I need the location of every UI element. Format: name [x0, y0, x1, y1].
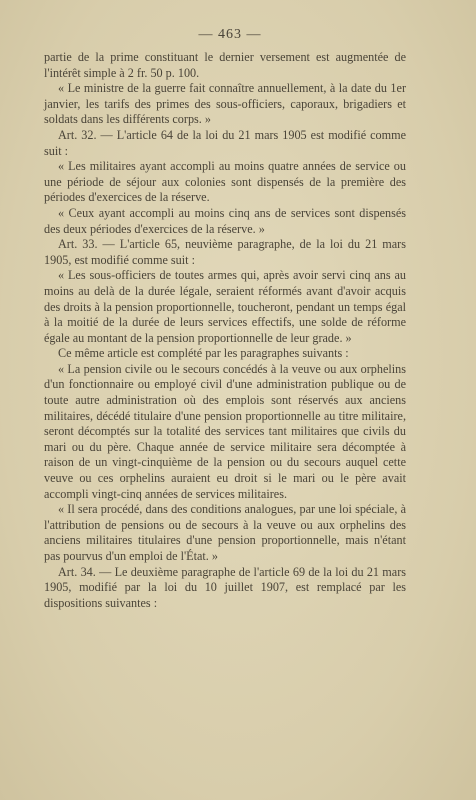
- paragraph: « Les militaires ayant accompli au moins quatre années de service ou une période de séjour aux colonies sont dispensés de la première des périodes d'exercices de la réserve.: [44, 159, 406, 205]
- paragraph: Art. 33. — L'article 65, neuvième paragraphe, de la loi du 21 mars 1905, est modifié comme suit :: [44, 237, 406, 267]
- paragraph: « Les sous-officiers de toutes armes qui, après avoir servi cinq ans au moins au delà de la durée légale, seraient réformés avant d'avoir acquis des droits à la pension proportionnelle, toucheront, pendant un temps égal à la moitié de la durée de leurs services effectifs, une solde de réforme égale au montant de la pension proportionnelle de leur grade. »: [44, 268, 406, 345]
- document-page: [44, 24, 406, 611]
- page-number: — 463 —: [198, 27, 262, 42]
- paragraph: « La pension civile ou le secours concédés à la veuve ou aux orphelins d'un fonctionnaire ou employé civil d'une administration publique ou de toute autre administration où des emplois sont réservés aux anciens militaires, décédé titulaire d'une pension proportionnelle au titre militaire, seront décomptés sur la totalité des services tant militaires que civils du mari ou du père. Chaque année de service militaire sera décomptée à raison de un vingt-cinquième de la pension ou du secours auquel cette veuve ou ces orphelins auraient eu droit si le mari ou le père avait accompli vingt-cinq années de services militaires.: [44, 361, 406, 501]
- paragraph: Ce même article est complété par les paragraphes suivants :: [58, 346, 349, 361]
- body-text: [44, 50, 406, 611]
- paragraph: Art. 34. — Le deuxième paragraphe de l'article 69 de la loi du 21 mars 1905, modifié par la loi du 10 juillet 1907, est remplacé par les dispositions suivantes :: [44, 564, 406, 610]
- paragraph: partie de la prime constituant le dernier versement est augmentée de l'intérêt simple à 2 fr. 50 p. 100.: [44, 50, 406, 80]
- paragraph: Art. 32. — L'article 64 de la loi du 21 mars 1905 est modifié comme suit :: [44, 127, 406, 158]
- paragraph: « Le ministre de la guerre fait connaître annuellement, à la date du 1er janvier, les tarifs des primes des sous-officiers, caporaux, brigadiers et soldats dans les différents corps. »: [44, 81, 406, 127]
- paragraph: « Il sera procédé, dans des conditions analogues, par une loi spéciale, à l'attribution de pensions ou de secours à la veuve ou aux orphelins des anciens militaires titulaires d'une pension proportionnelle, mais n'étant pas pourvus d'un emploi de l'État. »: [44, 502, 406, 563]
- paragraph: « Ceux ayant accompli au moins cinq ans de services sont dispensés des deux périodes d'exercices de la réserve. »: [44, 205, 406, 236]
